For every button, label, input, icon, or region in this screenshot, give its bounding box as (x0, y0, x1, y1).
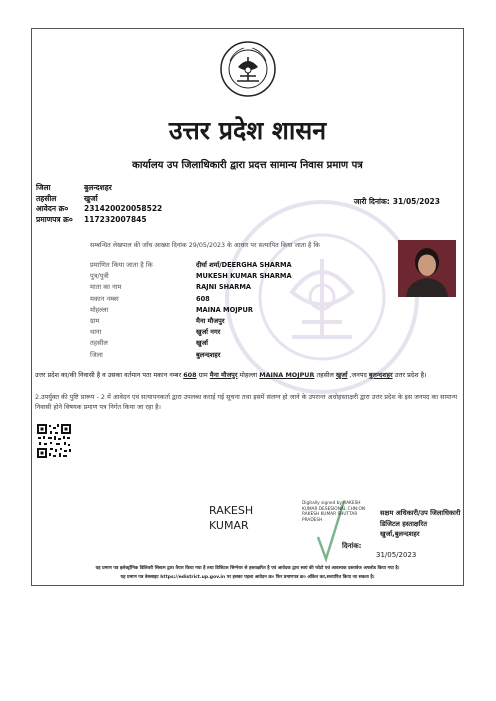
meta-value: 231420020058522 (84, 204, 163, 213)
issue-date (354, 197, 443, 207)
residence-statement (35, 370, 461, 380)
detail-row (90, 338, 292, 349)
certificate-meta (36, 183, 162, 225)
certificate (31, 28, 464, 586)
person-photo-icon (398, 240, 456, 297)
certificate-footer (32, 564, 463, 582)
certificate-title: कार्यालय उप जिलाधिकारी द्वारा प्रदत्त सामान्य निवास प्रमाण पत्र (132, 160, 363, 171)
detail-row (90, 271, 292, 282)
detail-row (90, 327, 292, 338)
meta-row-tehsil (36, 194, 162, 205)
signatory-last-name: KUMAR (209, 519, 249, 532)
detail-row (90, 350, 292, 361)
detail-label: माता का नाम (90, 283, 122, 292)
district-name: बुलन्दशहर (368, 371, 393, 379)
detail-row (90, 260, 292, 271)
locality-name: MAINA MOJPUR (259, 371, 315, 379)
issue-date-label: जारी दिनांक: (353, 197, 390, 206)
detail-label: पुत्र/पुत्री (90, 272, 109, 281)
tehsil-name: खुर्जा (335, 371, 348, 379)
qr-code-icon[interactable] (36, 423, 72, 459)
detail-label: थाना (90, 328, 102, 337)
applicant-photo (398, 240, 456, 297)
statement-text: मोहल्ला (237, 371, 260, 379)
sign-date (342, 541, 417, 559)
detail-value: खुर्जा (196, 339, 208, 348)
confirmation-statement: 2.उपर्युक्त की पुष्टि प्रारूप - 2 में आवेदन एवं सत्यापनकर्ता द्वारा उपलब्ध कराई गई सूचना तथा इसमें संलग्न हो जाने के उपरान्त अधोहस्ताक्षरी द्वारा उत्तर प्रदेश के इस जनपद का सामान्य निवासी होने विषयक प्रमाण पत्र निर्गत किया जा रहा है। (35, 393, 458, 411)
detail-value: MAINA MOJPUR (196, 305, 253, 314)
detail-value: दीर्घा शर्मा/DEERGHA SHARMA (196, 261, 292, 269)
detail-label: ग्राम (90, 317, 100, 326)
issue-date-value: 31/05/2023 (392, 197, 440, 206)
detail-value: बुलन्दशहर (196, 350, 221, 359)
meta-value: खुर्जा (84, 193, 98, 203)
meta-value: बुलन्दशहर (84, 183, 112, 192)
detail-value: मैना मौजपुर (196, 317, 225, 326)
verification-intro: सम्बन्धित लेखपाल की जाँच आख्या दिनांक 29/05/2023 के आधार पर सत्यापित किया जाता है कि (90, 242, 320, 249)
officer-title: सक्षम अधिकारी/उप जिलाधिकारी (380, 509, 461, 517)
detail-value: खुर्जा नगर (196, 328, 221, 337)
officer-location: खुर्जा,बुलन्दशहर (380, 530, 420, 538)
resident-details (90, 260, 292, 361)
detail-label: मोहल्ला (90, 305, 109, 314)
digital-signature-text: Digitally signed by RAKESH KUMAR DESESIONAL CHN:ON RAKESH KUMAR SHUTTAR PRADESH (302, 501, 366, 523)
detail-value: 608 (196, 294, 210, 303)
footer-line: यह प्रमाण पत्र इलेक्ट्रॉनिक डिलिवरी सिस्टम द्वारा तैयार किया गया है तथा डिजिटल सिग्नेचर से हस्ताक्षरित है एवं आवेदक द्वारा स्वयं की फोटो एवं आवश्यक दस्तावेज अपलोड किया गया है। (95, 566, 400, 571)
meta-row-application (36, 204, 162, 215)
meta-label: जिला (36, 183, 51, 192)
detail-value: RAJNI SHARMA (196, 283, 252, 292)
meta-value: 117232007845 (84, 214, 147, 224)
detail-row (90, 282, 292, 293)
signatory-first-name: RAKESH (209, 504, 254, 517)
detail-row (90, 294, 292, 305)
footer-line: यह प्रमाण पत्र वेबसाइट https://edistrict.up.gov.in पर इसका पहला आवेदन क्र० फिर प्रमाणपत्र क्र० अंकित कर,सत्यापित किया जा सकता है। (120, 575, 375, 580)
sign-date-value: 31/05/2023 (376, 551, 417, 559)
signatory-name (209, 503, 253, 533)
statement-text: तहसील (314, 371, 336, 379)
detail-label: प्रमाणित किया जाता है कि (90, 261, 153, 269)
meta-label: आवेदन क्र० (36, 204, 69, 213)
meta-label: तहसील (36, 193, 57, 203)
officer-designation (380, 508, 460, 540)
house-number: 608 (183, 371, 197, 379)
meta-label: प्रमाणपत्र क्र० (36, 214, 73, 224)
government-title: उत्तर प्रदेश शासन (168, 116, 327, 145)
village-name: मैना मौजपुर (209, 371, 238, 379)
statement-text: ग्राम (196, 371, 210, 379)
meta-row-district (36, 183, 162, 194)
meta-row-certificate (36, 215, 162, 226)
detail-label: मकान नम्बर (90, 294, 119, 303)
detail-row (90, 305, 292, 316)
statement-text: ,जनपद (347, 371, 369, 379)
statement-text: उत्तर प्रदेश का/की निवासी है व उसका वर्तमान पता मकान नम्बर (35, 371, 184, 379)
detail-label: तहसील (90, 339, 108, 348)
officer-signed-note: डिजिटल हस्ताक्षरित (380, 519, 428, 528)
detail-row (90, 316, 292, 327)
sign-date-label: दिनांक: (342, 542, 362, 550)
statement-text: उत्तर प्रदेश है। (392, 371, 427, 379)
detail-value: MUKESH KUMAR SHARMA (196, 272, 292, 281)
detail-label: जिला (90, 350, 103, 359)
up-emblem-icon (220, 41, 276, 97)
